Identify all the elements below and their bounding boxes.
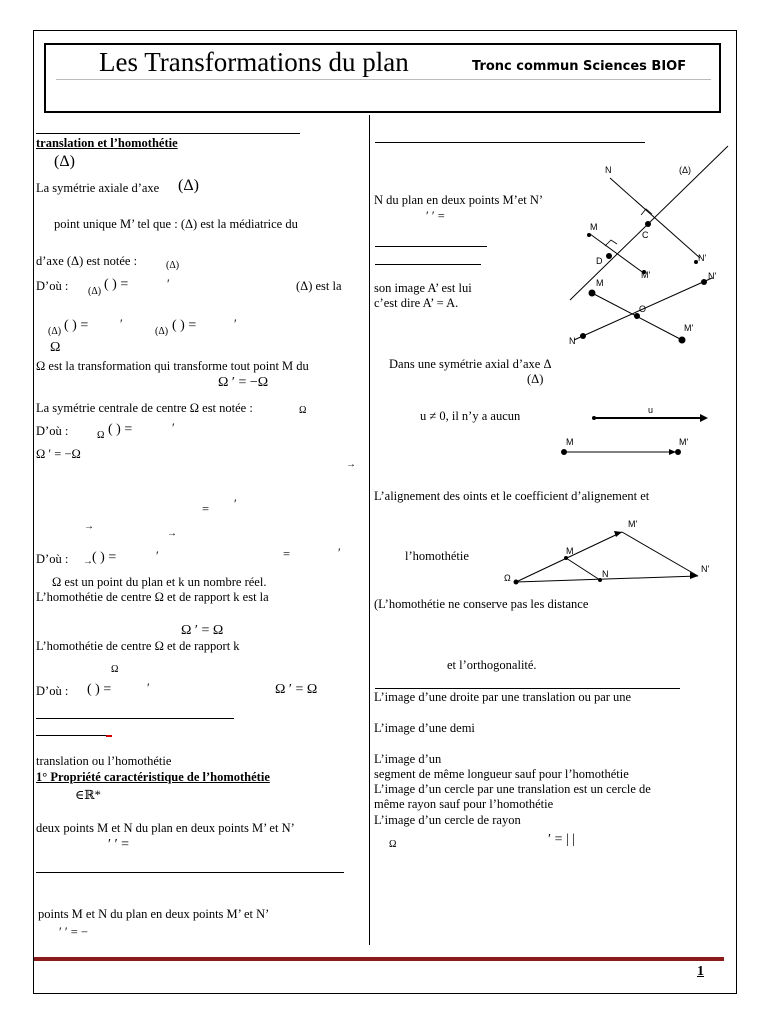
figure-homothety bbox=[500, 515, 720, 585]
label-O: O bbox=[639, 304, 647, 314]
left-line: Ω ′ = Ω bbox=[181, 623, 224, 638]
left-line: Ω bbox=[299, 405, 307, 416]
left-line: Ω est un point du plan et k un nombre réel. bbox=[52, 575, 267, 589]
left-line: La symétrie axiale d’axe bbox=[36, 181, 160, 195]
left-line: = bbox=[202, 502, 210, 516]
left-line: Ω ′ = −Ω bbox=[36, 447, 81, 461]
left-heading-1: translation et l’homothétie bbox=[36, 136, 178, 150]
point-D bbox=[606, 253, 612, 259]
point-M' bbox=[675, 449, 681, 455]
label-M': M' bbox=[641, 270, 651, 280]
point-M' bbox=[679, 337, 686, 344]
page-subtitle: Tronc commun Sciences BIOF bbox=[472, 59, 687, 74]
right-line: L’image d’une demi bbox=[374, 721, 475, 735]
label-N: N bbox=[569, 336, 576, 346]
label-M': M' bbox=[684, 323, 694, 333]
left-line: L’homothétie de centre Ω et de rapport k bbox=[36, 639, 240, 653]
left-line: D’où : bbox=[36, 684, 69, 698]
rule-accent bbox=[106, 735, 112, 737]
arrow-head bbox=[669, 449, 676, 455]
left-line: → bbox=[346, 459, 356, 470]
left-line: = bbox=[283, 547, 291, 561]
left-line: ( ) = bbox=[172, 318, 197, 333]
rule bbox=[36, 872, 344, 873]
point-N' bbox=[701, 279, 707, 285]
left-line: ′ bbox=[234, 317, 237, 331]
label-N': N' bbox=[701, 564, 710, 574]
right-line: ′ ′ = bbox=[426, 209, 445, 223]
left-line: L’homothétie de centre Ω et de rapport k est la bbox=[36, 590, 269, 604]
left-line: ′ bbox=[147, 681, 150, 695]
segment-MN bbox=[566, 558, 600, 580]
point-Omega bbox=[514, 580, 519, 585]
right-line: son image A’ est lui bbox=[374, 281, 472, 295]
left-line: Ω bbox=[97, 430, 105, 441]
left-line: ( ) = bbox=[92, 550, 117, 565]
page-title: Les Transformations du plan bbox=[99, 47, 409, 77]
point-M bbox=[589, 290, 596, 297]
left-line: D’où : bbox=[36, 552, 69, 566]
left-line: Ω ′ = −Ω bbox=[218, 375, 269, 390]
left-line: (Δ) est la bbox=[296, 279, 342, 293]
left-line: Ω est la transformation qui transforme tout point M du bbox=[36, 359, 309, 373]
label-M': M' bbox=[679, 437, 689, 447]
title-rule bbox=[56, 79, 711, 80]
page-number: 1 bbox=[697, 964, 704, 979]
left-line: ( ) = bbox=[87, 682, 112, 697]
rule bbox=[36, 718, 234, 719]
left-line: → bbox=[167, 528, 177, 539]
right-line: Dans une symétrie axial d’axe Δ bbox=[389, 357, 552, 371]
label-M': M' bbox=[628, 519, 638, 529]
right-line: segment de même longueur sauf pour l’homothétie bbox=[374, 767, 629, 781]
left-line: point unique M’ tel que : (Δ) est la médiatrice du bbox=[54, 217, 298, 231]
left-heading-2: 1° Propriété caractéristique de l’homothétie bbox=[36, 770, 270, 784]
right-line: L’alignement des oints et le coefficient d’alignement et bbox=[374, 489, 650, 503]
left-line: → bbox=[83, 556, 93, 567]
figure-translation bbox=[560, 435, 700, 460]
left-line: ( ) = bbox=[64, 318, 89, 333]
left-line: points M et N du plan en deux points M’ et N’ bbox=[38, 907, 270, 921]
left-line: (Δ) bbox=[155, 326, 169, 337]
left-line: ′ bbox=[338, 546, 341, 560]
point-N bbox=[580, 333, 586, 339]
right-line: L’image d’un bbox=[374, 752, 442, 766]
point-C bbox=[645, 221, 651, 227]
left-line: D’où : bbox=[36, 279, 69, 293]
label-N: N bbox=[602, 569, 609, 579]
label-N': N' bbox=[708, 271, 717, 281]
label-M: M bbox=[596, 278, 604, 288]
point bbox=[592, 416, 596, 420]
point-M bbox=[561, 449, 567, 455]
rule bbox=[375, 246, 487, 247]
left-line: ′ bbox=[172, 421, 175, 435]
left-line: ′ bbox=[167, 277, 170, 291]
arrow-head bbox=[700, 414, 708, 422]
right-line: même rayon sauf pour l’homothétie bbox=[374, 797, 554, 811]
label-Omega: Ω bbox=[504, 573, 511, 583]
left-line: Ω bbox=[50, 340, 61, 355]
point-M bbox=[564, 556, 568, 560]
left-line: ′ bbox=[120, 317, 123, 331]
label-M: M bbox=[590, 222, 598, 232]
right-line: (L’homothétie ne conserve pas les distance bbox=[374, 597, 589, 611]
label-u: u bbox=[648, 405, 654, 415]
right-line: (Δ) bbox=[527, 372, 544, 386]
right-line: L’image d’un cercle par une translation est un cercle de bbox=[374, 782, 651, 796]
left-line: Ω bbox=[111, 664, 119, 675]
arrow-head bbox=[614, 531, 622, 537]
left-line: ′ bbox=[156, 549, 159, 563]
left-line: d’axe (Δ) est notée : bbox=[36, 254, 138, 268]
point-M bbox=[587, 233, 591, 237]
segment-NN' bbox=[610, 178, 700, 258]
right-line: c’est dire A’ = A. bbox=[374, 296, 459, 310]
left-line: (Δ) bbox=[48, 326, 62, 337]
rule bbox=[375, 264, 481, 265]
figure-vector-u bbox=[590, 405, 712, 427]
label-N': N' bbox=[698, 253, 707, 263]
right-line: L’image d’un cercle de rayon bbox=[374, 813, 521, 827]
right-line: Ω bbox=[389, 839, 397, 850]
left-line: → bbox=[84, 521, 94, 532]
left-line: (Δ) bbox=[178, 177, 199, 194]
left-line: ( ) = bbox=[104, 277, 129, 292]
left-line: ′ ′ = bbox=[108, 837, 130, 852]
arrow-head bbox=[690, 572, 698, 579]
figure-central-symmetry bbox=[560, 265, 740, 355]
left-line: ( ) = bbox=[108, 422, 133, 437]
column-divider bbox=[369, 115, 370, 945]
label-M: M bbox=[566, 546, 574, 556]
right-line: u ≠ 0, il n’y a aucun bbox=[420, 409, 521, 423]
left-line: Ω ′ = Ω bbox=[275, 682, 318, 697]
left-line: (Δ) bbox=[54, 153, 75, 170]
label-N: N bbox=[605, 165, 612, 175]
right-line: N du plan en deux points M’et N’ bbox=[374, 193, 544, 207]
rule bbox=[375, 688, 680, 689]
label-delta: (Δ) bbox=[679, 165, 692, 175]
rule bbox=[36, 133, 300, 134]
label-D: D bbox=[596, 256, 603, 266]
left-line: D’où : bbox=[36, 424, 69, 438]
left-line: ∈ℝ* bbox=[75, 788, 101, 802]
left-line: (Δ) bbox=[88, 286, 102, 297]
left-line: translation ou l’homothétie bbox=[36, 754, 172, 768]
right-line: L’image d’une droite par une translation ou par une bbox=[374, 690, 632, 704]
label-C: C bbox=[642, 230, 649, 240]
right-line: ′ = | | bbox=[548, 832, 576, 847]
rule bbox=[36, 735, 112, 736]
left-line: ′ ′ = − bbox=[59, 925, 88, 939]
left-line: deux points M et N du plan en deux points M’ et N’ bbox=[36, 821, 295, 835]
right-line: l’homothétie bbox=[405, 549, 469, 563]
right-angle-mark bbox=[605, 240, 617, 246]
left-line: ′ bbox=[234, 497, 237, 511]
left-line: La symétrie centrale de centre Ω est notée : bbox=[36, 401, 253, 415]
right-line: et l’orthogonalité. bbox=[447, 658, 537, 672]
footer-bar bbox=[34, 957, 724, 961]
label-M: M bbox=[566, 437, 574, 447]
left-line: (Δ) bbox=[166, 260, 180, 271]
segment-M'N' bbox=[622, 532, 698, 576]
